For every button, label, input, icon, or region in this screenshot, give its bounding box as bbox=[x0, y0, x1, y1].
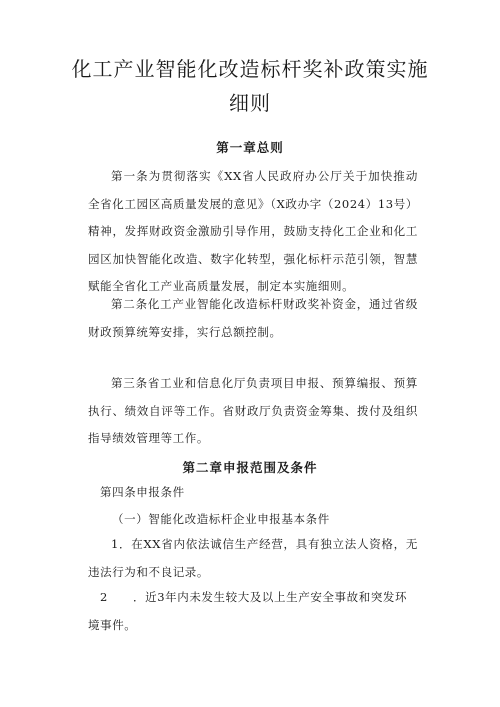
article-2-paragraph: 第二条化工产业智能化改造标杆财政奖补资金，通过省级财政预算统筹安排，实行总额控制。 bbox=[88, 297, 418, 339]
article-3-paragraph: 第三条省工业和信息化厅负责项目申报、预算编报、预算执行、绩效自评等工作。省财政厅负责资金筹集、拨付及组织指导绩效管理等工作。 bbox=[88, 376, 418, 445]
document-title: 化工产业智能化改造标杆奖补政策实施细则 bbox=[71, 57, 429, 115]
subsection-1-heading: （一）智能化改造标杆企业申报基本条件 bbox=[112, 512, 330, 526]
condition-item-2-text: ．近3年内未发生较大及以上生产安全事故和突发环 bbox=[133, 590, 408, 604]
chapter-1-heading: 第一章总则 bbox=[216, 140, 284, 155]
article-1-paragraph: 第一条为贯彻落实《XX省人民政府办公厅关于加快推动全省化工园区高质量发展的意见》（X政办字（2024）13号）精神，发挥财政资金激励引导作用，鼓励支持化工企业和化工园区加快智能化改造、数字化转型，强化标杆示范引领，智慧赋能全省化工产业高质量发展，制定本实施细则。 bbox=[88, 169, 418, 293]
chapter-2-heading: 第二章申报范围及条件 bbox=[182, 460, 318, 475]
condition-item-2-number: 2 bbox=[100, 590, 108, 604]
condition-item-2-continuation: 境事件。 bbox=[88, 618, 137, 632]
article-4-heading: 第四条申报条件 bbox=[100, 485, 185, 499]
condition-item-1: 1．在XX省内依法诚信生产经营，具有独立法人资格，无违法行为和不良记录。 bbox=[88, 537, 418, 579]
